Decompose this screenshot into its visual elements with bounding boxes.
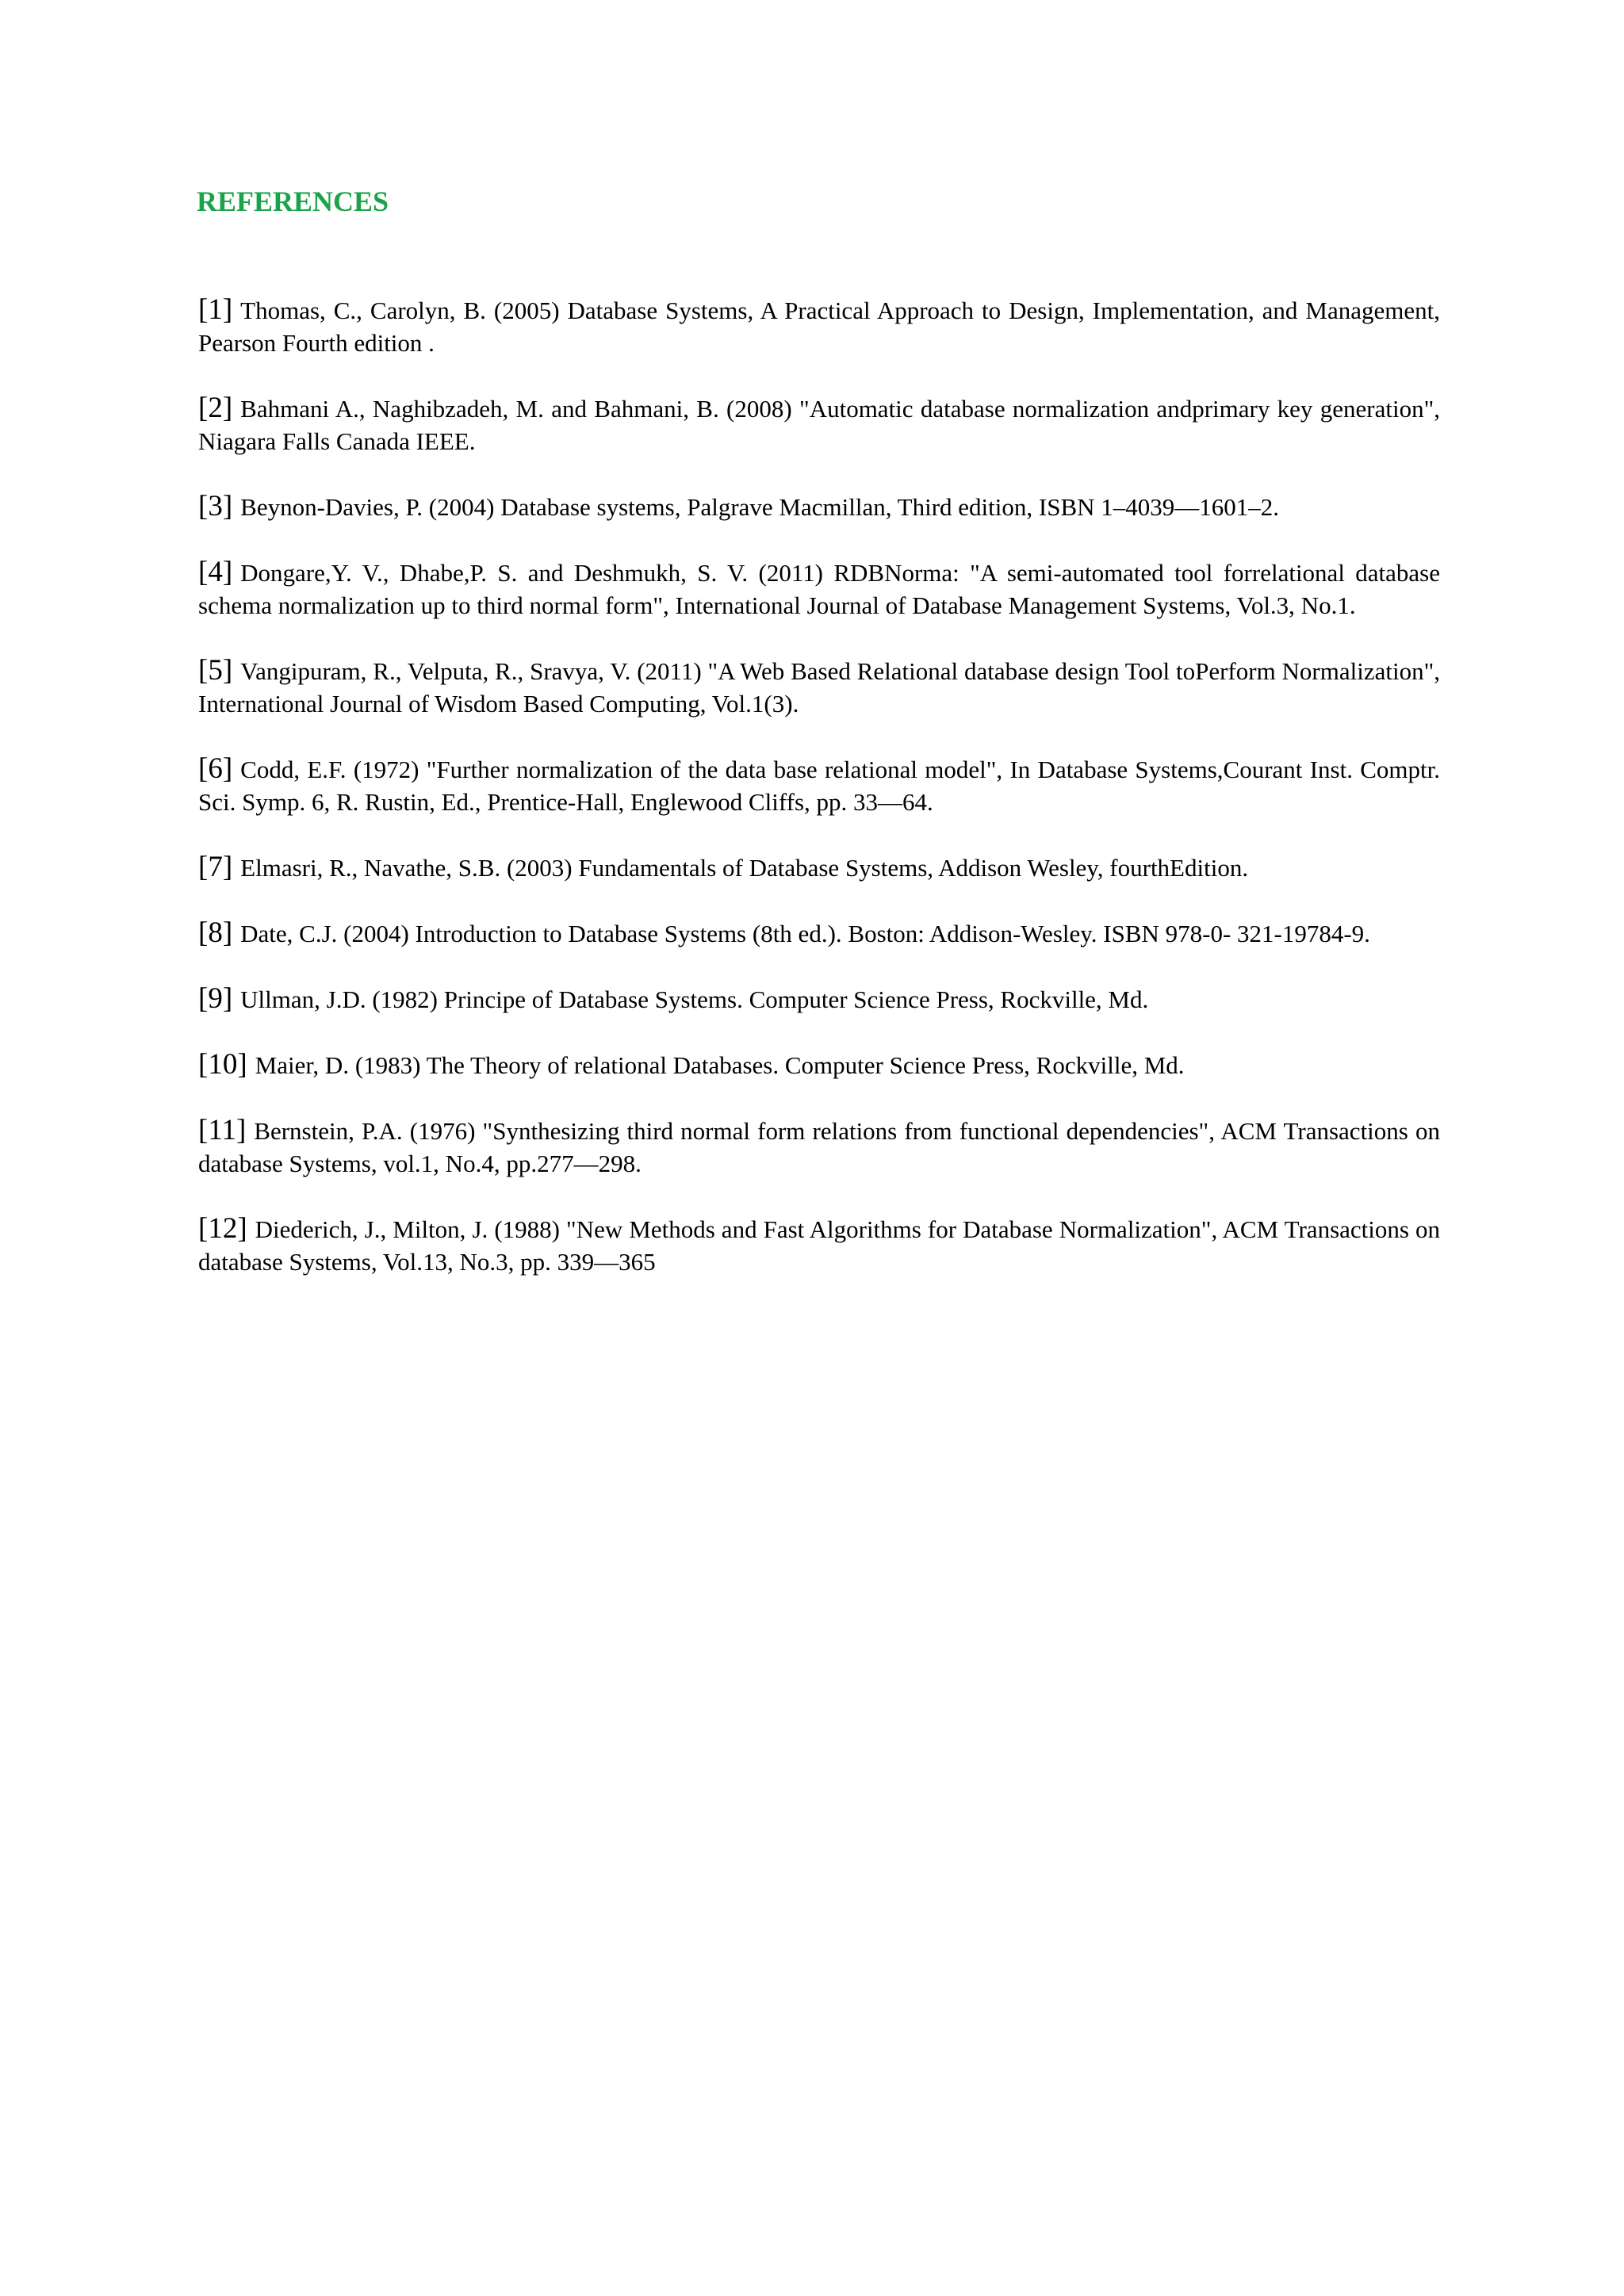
reference-text: Dongare,Y. V., Dhabe,P. S. and Deshmukh, S. V. (2011) RDBNorma: "A semi-automated tool forrelational database schema normalization up to third normal form", International Journal of Database Management Systems, Vol.3, No.1. — [198, 559, 1440, 619]
reference-item — [198, 490, 1440, 523]
reference-number: [12] — [198, 1212, 247, 1245]
reference-item — [198, 851, 1440, 884]
reference-number: [9] — [198, 982, 233, 1015]
reference-text: Codd, E.F. (1972) "Further normalization of the data base relational model", In Database Systems,Courant Inst. Comptr. Sci. Symp. 6, R. Rustin, Ed., Prentice-Hall, Englewood Cliffs, pp. 33—64. — [198, 756, 1440, 816]
reference-number: [4] — [198, 556, 233, 588]
reference-text: Elmasri, R., Navathe, S.B. (2003) Fundamentals of Database Systems, Addison Wesley, fourthEdition. — [240, 854, 1249, 882]
reference-number: [2] — [198, 392, 233, 424]
reference-item — [198, 1212, 1440, 1278]
reference-number: [10] — [198, 1048, 247, 1081]
reference-number: [11] — [198, 1114, 247, 1146]
reference-list — [198, 293, 1440, 1311]
references-heading: REFERENCES — [197, 186, 389, 217]
reference-text: Date, C.J. (2004) Introduction to Database Systems (8th ed.). Boston: Addison-Wesley. ISBN 978-0- 321-19784-9. — [240, 920, 1370, 947]
reference-number: [7] — [198, 851, 233, 883]
reference-number: [1] — [198, 293, 233, 326]
reference-text: Vangipuram, R., Velputa, R., Sravya, V. (2011) "A Web Based Relational database design Tool toPerform Normalization", International Journal of Wisdom Based Computing, Vol.1(3). — [198, 657, 1440, 718]
reference-item — [198, 556, 1440, 622]
reference-text: Bahmani A., Naghibzadeh, M. and Bahmani, B. (2008) "Automatic database normalization andprimary key generation", Niagara Falls Canada IEEE. — [198, 395, 1440, 455]
reference-item — [198, 752, 1440, 818]
reference-item — [198, 1114, 1440, 1180]
reference-item — [198, 654, 1440, 720]
reference-item — [198, 293, 1440, 359]
reference-number: [3] — [198, 490, 233, 522]
reference-text: Maier, D. (1983) The Theory of relational Databases. Computer Science Press, Rockville, Md. — [255, 1051, 1185, 1079]
reference-text: Ullman, J.D. (1982) Principe of Database Systems. Computer Science Press, Rockville, Md. — [240, 985, 1149, 1013]
reference-text: Thomas, C., Carolyn, B. (2005) Database Systems, A Practical Approach to Design, Implementation, and Management, Pearson Fourth edition . — [198, 297, 1440, 357]
reference-text: Bernstein, P.A. (1976) "Synthesizing third normal form relations from functional dependencies", ACM Transactions on database Systems, vol.1, No.4, pp.277—298. — [198, 1117, 1440, 1177]
reference-number: [8] — [198, 916, 233, 949]
reference-text: Diederich, J., Milton, J. (1988) "New Methods and Fast Algorithms for Database Normalization", ACM Transactions on database Systems, Vol.13, No.3, pp. 339—365 — [198, 1215, 1440, 1276]
reference-item — [198, 916, 1440, 950]
reference-number: [6] — [198, 752, 233, 785]
reference-item — [198, 1048, 1440, 1081]
reference-number: [5] — [198, 654, 233, 687]
reference-item — [198, 392, 1440, 457]
reference-item — [198, 982, 1440, 1016]
reference-text: Beynon-Davies, P. (2004) Database systems, Palgrave Macmillan, Third edition, ISBN 1–4039—1601–2. — [240, 493, 1280, 521]
